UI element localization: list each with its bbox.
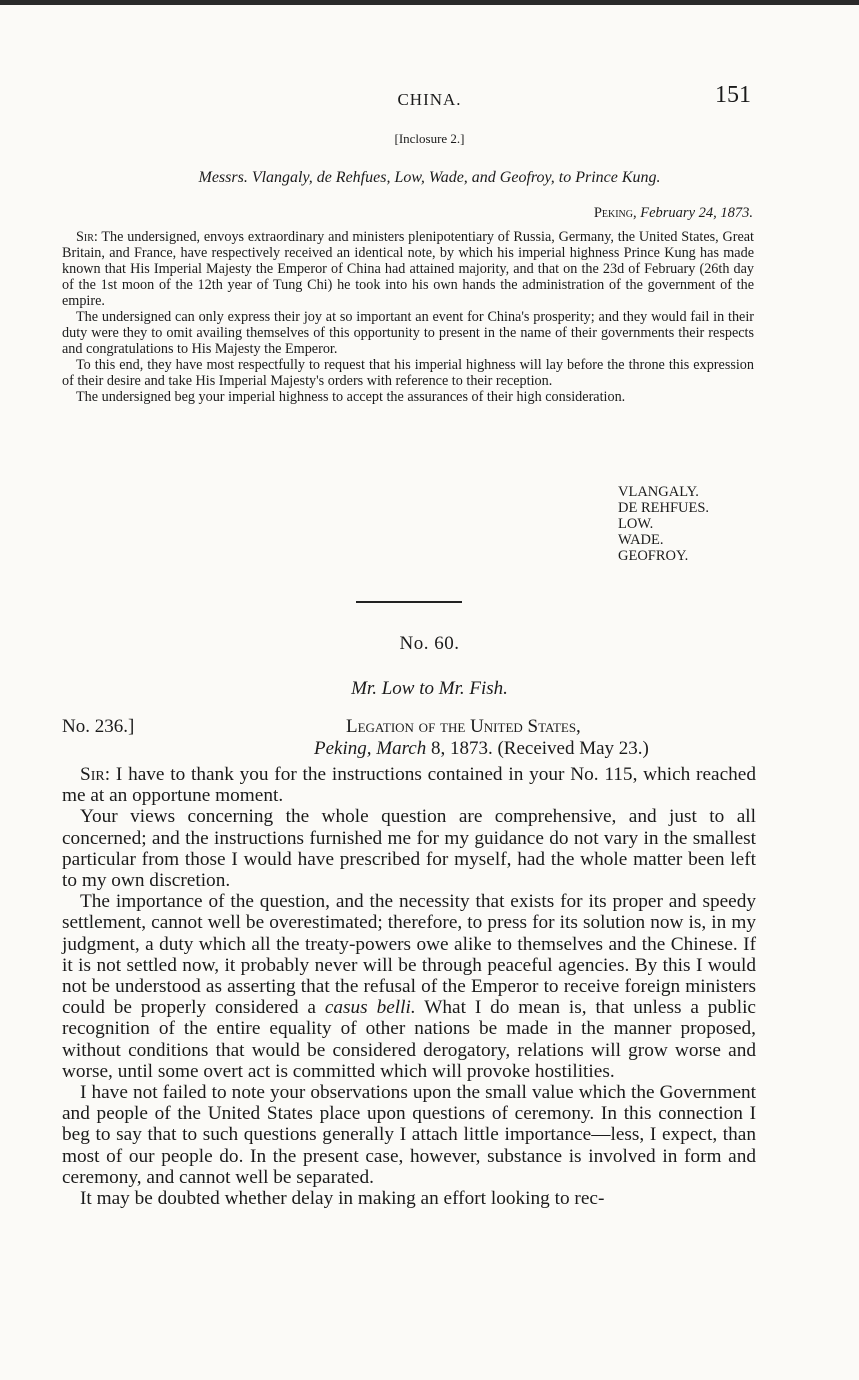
letter-heading: Mr. Low to Mr. Fish. [351,678,508,699]
running-head-title: CHINA. [397,90,462,109]
inclosure-salutation: Sir: [76,229,98,245]
inclosure-paragraph: The undersigned can only express their joy at so important an event for China's prosperity; and they would fail in their duty were they to omit availing themselves of this opportunity to present in the name of their governments their respects and congratulations to His Majesty the Emperor. [62,309,754,357]
letter-date-rest: 8, 1873. (Received May 23.) [430,738,649,759]
letter-paragraph [62,764,756,806]
letter-paragraph: It may be doubted whether delay in making an effort looking to rec- [80,1188,605,1210]
inclosure-date: February 24, 1873. [640,205,753,221]
page-top-edge [0,0,859,5]
inclosure-paragraph-text: The undersigned, envoys extraordinary and ministers plenipotentiary of Russia, Germany, the United States, Great Britain, and France, have respectively received an identical note, by which his imperial highness Prince Kung has made known that His Imperial Majesty the Emperor of China had attained majority, and that on the 23d of February (26th day of the 1st moon of the 12th year of Tung Chi) he took into his own hands the administration of the government of the empire. [62,229,754,309]
legation-line: Legation of the United States, [346,716,581,737]
letter-paragraph: Your views concerning the whole question are comprehensive, and just to all concerned; and the instructions furnished me for my guidance do not vary in the smallest particular from those I would have prescribed for myself, had the whole matter been left to my own discretion. [62,806,756,892]
letter-paragraph-text: What I do mean is, that unless a public recognition of the entire equality of other nations be made in the manner proposed, without conditions that would be considered derogatory, relations will grow worse and worse, until some overt act is committed which will provoke hostilities. [62,997,756,1082]
inclosure-dateline [594,205,753,222]
despatch-number: No. 236.] [62,716,135,737]
section-divider [356,601,462,603]
signature-line: GEOFROY. [618,548,689,564]
inclosure-paragraph: The undersigned beg your imperial highness to accept the assurances of their high consideration. [76,389,626,405]
letter-paragraph-text: I have to thank you for the instructions contained in your No. 115, which reached me at an opportune moment. [62,764,756,807]
letter-italic-term: casus belli. [324,997,416,1019]
signature-line: WADE. [618,532,664,548]
signature-block [618,484,709,564]
signature-line: DE REHFUES. [618,500,710,516]
signature-line: LOW. [618,516,654,532]
letter-paragraph: I have not failed to note your observations upon the small value which the Government and people of the United States place upon questions of ceremony. In this connection I beg to say that to such questions generally I attach little importance—less, I expect, than most of our people do. In the present case, however, substance is involved in form and ceremony, and cannot well be separated. [62,1082,756,1188]
inclosure-body [62,229,754,405]
letter-dateline [314,738,649,760]
letter-paragraph [62,891,756,1082]
letter-salutation: Sir: [80,764,111,785]
letter-paragraph-text: The importance of the question, and the necessity that exists for its proper and speedy settlement, cannot well be overestimated; therefore, to press for its solution now is, in my judgment, a duty which all the treaty-powers owe alike to themselves and the Chinese. If it is not settled now, it probably never will be through peaceful agencies. By this I would not be understood as asserting that the refusal of the Emperor to receive foreign ministers could be properly considered a [62,891,756,1019]
letter-body [62,764,756,1209]
inclosure-paragraph [62,229,754,309]
page-number: 151 [715,82,751,108]
document-number: No. 60. [399,633,460,654]
inclosure-date-place: Peking, [593,205,637,221]
inclosure-label: [Inclosure 2.] [394,131,465,146]
letter-date-place: Peking, March [314,738,427,759]
inclosure-heading: Messrs. Vlangaly, de Rehfues, Low, Wade, and Geofroy, to Prince Kung. [198,169,661,186]
signature-line: VLANGALY. [618,484,699,500]
inclosure-paragraph: To this end, they have most respectfully to request that his imperial highness will lay before the throne this expression of their desire and take His Imperial Majesty's orders with reference to their reception. [62,357,754,389]
